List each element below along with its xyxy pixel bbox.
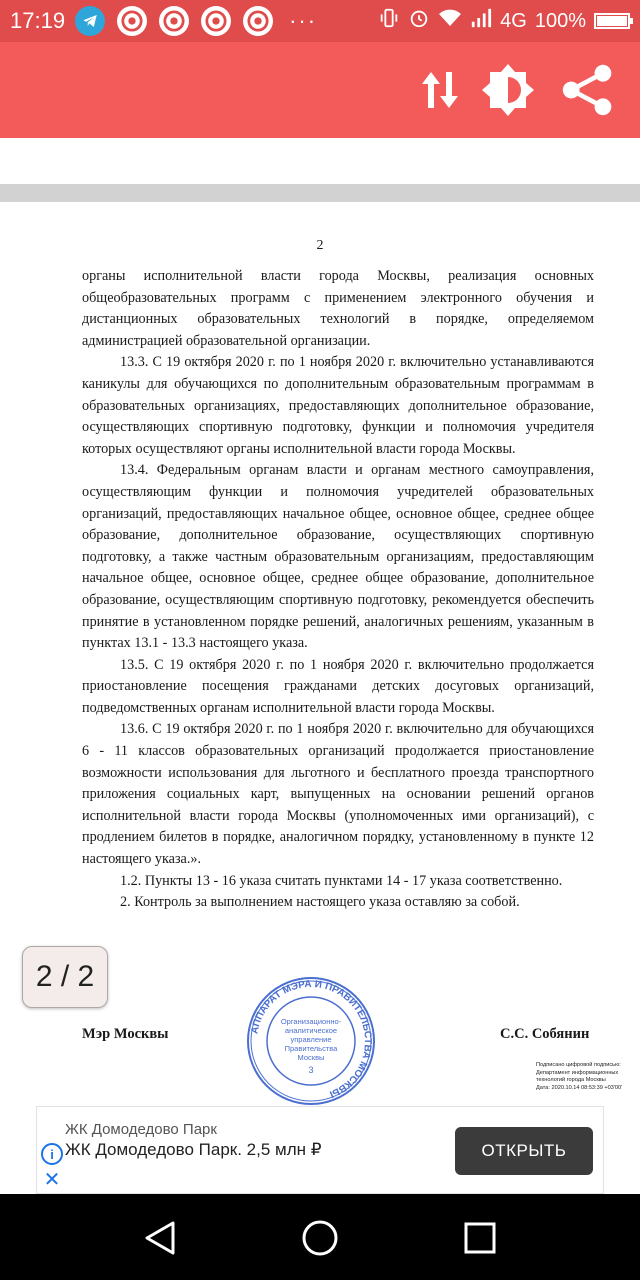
- ad-open-button[interactable]: ОТКРЫТЬ: [455, 1127, 593, 1175]
- digital-signature-line: Департамент информационных: [536, 1069, 619, 1076]
- paragraph: 13.4. Федеральным органам власти и органам местного самоуправления, осуществляющим функции и полномочия учредителей образовательных организаций, предоставляющих начальное общее, основное общее, среднее общее образование, дополнительное образование, осуществляющих спортивную подготовку, а также частным образовательным организациям, предоставляющим начальное общее, основное общее, среднее общее образование, дополнительное образование, осуществляющим спортивную подготовку, рекомендуется обеспечить принятие в установленном порядке решений, аналогичных решениям, указанным в пунктах 13.1 - 13.3 настоящего указа.: [82, 462, 594, 652]
- share-icon[interactable]: [560, 62, 616, 118]
- digital-signature-line: Подписано цифровой подписью:: [536, 1062, 621, 1068]
- status-time: 17:19: [10, 8, 66, 33]
- ad-info-icon[interactable]: i: [41, 1143, 63, 1165]
- chrome-icon: [159, 6, 189, 36]
- stamp-ring-text: АППАРАТ МЭРА И ПРАВИТЕЛЬСТВА МОСКВЫ: [249, 978, 374, 1100]
- paragraph: 13.5. С 19 октября 2020 г. по 1 ноября 2020 г. включительно продолжается приостановление посещения гражданами детских досуговых организаций, подведомственных органам исполнительной власти города Москвы.: [82, 656, 594, 716]
- home-icon[interactable]: [298, 1216, 342, 1260]
- brightness-icon[interactable]: [480, 62, 536, 118]
- ad-close-icon[interactable]: ✕: [43, 1169, 61, 1191]
- back-icon[interactable]: [138, 1216, 182, 1260]
- app-toolbar: [0, 42, 640, 138]
- document-body: [82, 266, 594, 914]
- digital-signature-line: технологий города Москвы: [536, 1077, 606, 1084]
- vibrate-icon: [378, 7, 400, 35]
- page-number: 2: [316, 238, 324, 253]
- digital-signature-line: Дата: 2020.10.14 08:53:39 +03'00': [536, 1084, 623, 1091]
- status-bar: [0, 0, 640, 42]
- sort-icon[interactable]: [412, 62, 468, 118]
- paragraph: 2. Контроль за выполнением настоящего указа оставляю за собой.: [120, 894, 520, 911]
- stamp-line: Правительства: [284, 1044, 338, 1053]
- paragraph: 13.3. С 19 октября 2020 г. по 1 ноября 2020 г. включительно устанавливаются каникулы для обучающихся по дополнительным образовательным программам в образовательных организациях, предоставляющих дополнительное образование, осуществляющих спортивную подготовку, функции и полномочия учредителя которых осуществляют органы исполнительной власти города Москвы.: [82, 354, 594, 457]
- wifi-icon: [438, 7, 462, 35]
- more-notifications-icon: ···: [289, 8, 318, 33]
- digital-signature: [536, 1062, 630, 1092]
- battery-level: [597, 16, 627, 26]
- telegram-icon: [75, 6, 105, 36]
- page-separator: [0, 184, 640, 202]
- status-right: [378, 7, 630, 35]
- stamp-line: Организационно-: [280, 1017, 342, 1026]
- ad-banner[interactable]: [36, 1106, 604, 1194]
- signature-title: Мэр Москвы: [82, 1026, 169, 1042]
- paragraph: 1.2. Пункты 13 - 16 указа считать пунктами 14 - 17 указа соответственно.: [120, 872, 563, 889]
- paragraph: органы исполнительной власти города Москвы, реализация основных общеобразовательных программ с применением электронного обучения и дистанционных образовательных технологий в порядке, определяемом администрацией образовательной организации.: [82, 268, 594, 349]
- stamp-line: аналитическое: [284, 1026, 338, 1035]
- signature-name: С.С. Собянин: [500, 1026, 590, 1042]
- system-nav-bar: [0, 1194, 640, 1280]
- ad-headline[interactable]: ЖК Домодедово Парк. 2,5 млн ₽: [65, 1140, 322, 1159]
- signal-icon: [470, 7, 492, 35]
- recents-icon[interactable]: [458, 1216, 502, 1260]
- paragraph: 13.6. С 19 октября 2020 г. по 1 ноября 2020 г. включительно для обучающихся 6 - 11 классов образовательных организаций продолжается приостановление возможности использования для льготного и бесплатного проезда транспортного приложения социальных карт, выпущенных на основании решений органов исполнительной власти города Москвы (уполномоченных ими организаций), с продлением билетов в порядке, аналогичном порядку, установленному в пункте 12 настоящего указа.».: [82, 721, 594, 868]
- stamp-number: 3: [308, 1065, 314, 1075]
- chrome-icon: [243, 6, 273, 36]
- chrome-icon: [201, 6, 231, 36]
- battery-percent: 100%: [534, 9, 586, 32]
- official-stamp: [244, 976, 378, 1106]
- page-gap: [0, 138, 640, 184]
- page-counter-badge: 2 / 2: [22, 946, 108, 1008]
- ad-advertiser: ЖК Домодедово Парк: [65, 1121, 217, 1138]
- battery-icon: [594, 13, 630, 29]
- chrome-icon: [117, 6, 147, 36]
- stamp-line: Москвы: [297, 1053, 325, 1062]
- network-type: 4G: [500, 9, 527, 32]
- stamp-line: управление: [290, 1035, 332, 1044]
- alarm-icon: [408, 7, 430, 35]
